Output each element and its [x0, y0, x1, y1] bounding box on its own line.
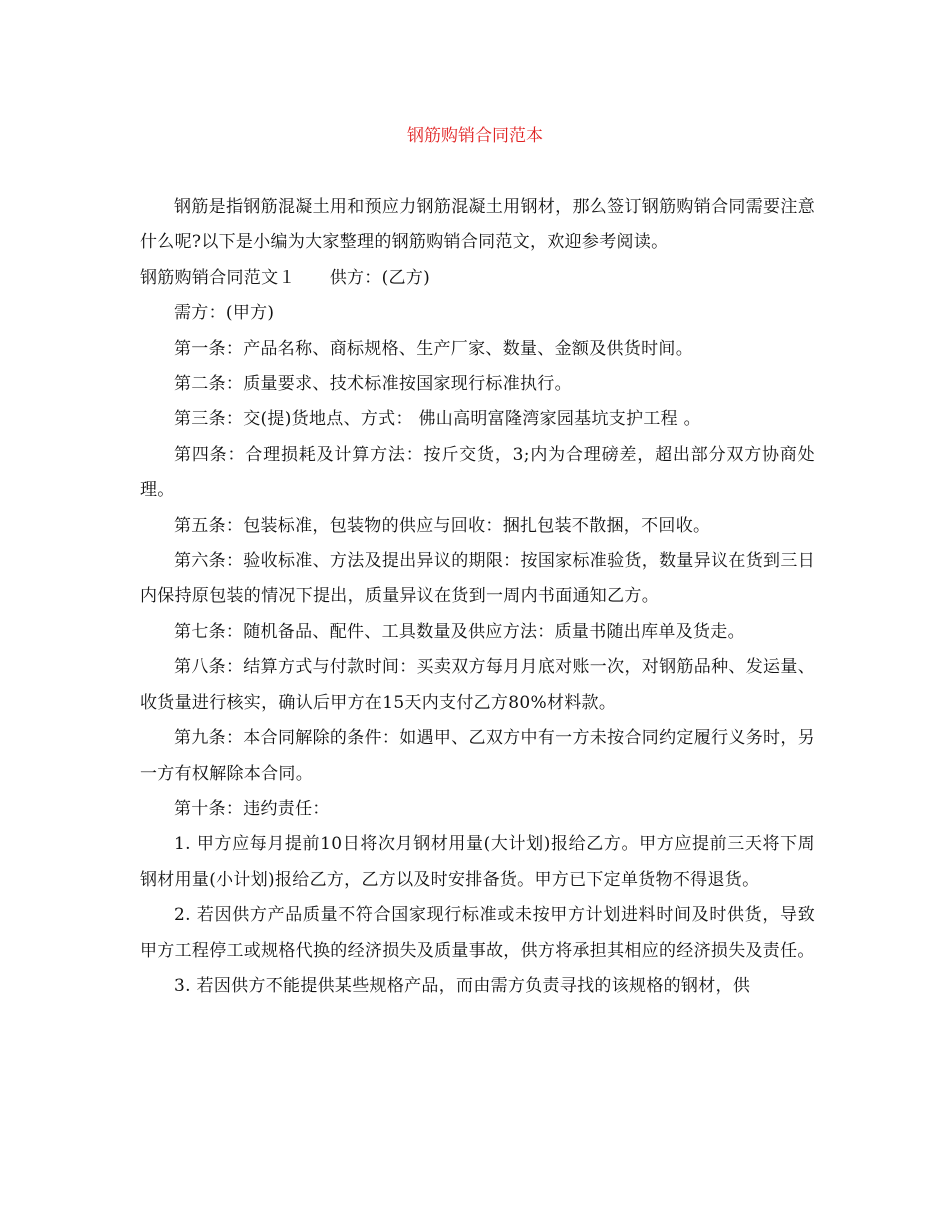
intro-paragraph: 钢筋是指钢筋混凝土用和预应力钢筋混凝土用钢材，那么签订钢筋购销合同需要注意什么呢?以下是小编为大家整理的钢筋购销合同范文，欢迎参考阅读。: [140, 197, 815, 253]
clause-2: 第二条：质量要求、技术标准按国家现行标准执行。: [174, 374, 572, 395]
clause-3: 第三条：交(提)货地点、方式： 佛山高明富隆湾家园基坑支护工程 。: [174, 409, 701, 430]
liability-item-1: 1. 甲方应每月提前10日将次月钢材用量(大计划)报给乙方。甲方应提前三天将下周钢材用量(小计划)报给乙方，乙方以及时安排备货。甲方已下定单货物不得退货。: [140, 834, 815, 890]
clause-10: 第十条：违约责任：: [174, 798, 330, 819]
clause-5: 第五条：包装标准，包装物的供应与回收：捆扎包装不散捆，不回收。: [174, 515, 711, 536]
clause-9: 第九条：本合同解除的条件：如遇甲、乙双方中有一方未按合同约定履行义务时，另一方有权解除本合同。: [140, 728, 815, 784]
supplier-label: 供方：(乙方): [329, 267, 431, 288]
sample-heading: 钢筋购销合同范文１: [140, 267, 296, 288]
clause-4: 第四条：合理损耗及计算方法：按斤交货，3;内为合理磅差，超出部分双方协商处理。: [140, 444, 815, 501]
liability-item-3: 3. 若因供方不能提供某些规格产品，而由需方负责寻找的该规格的钢材，供: [174, 975, 751, 996]
document-title: 钢筋购销合同范本: [407, 126, 543, 146]
buyer-label: 需方：(甲方): [174, 303, 275, 324]
clause-7: 第七条：随机备品、配件、工具数量及供应方法：质量书随出库单及货走。: [174, 621, 745, 642]
sample-heading-line: [140, 261, 815, 296]
clause-6: 第六条：验收标准、方法及提出异议的期限：按国家标准验货，数量异议在货到三日内保持原包装的情况下提出，质量异议在货到一周内书面通知乙方。: [140, 551, 815, 607]
liability-item-2: 2. 若因供方产品质量不符合国家现行标准或未按甲方计划进料时间及时供货，导致甲方工程停工或规格代换的经济损失及质量事故，供方将承担其相应的经济损失及责任。: [140, 905, 815, 961]
document-body: [140, 190, 815, 1004]
clause-8: 第八条：结算方式与付款时间：买卖双方每月月底对账一次，对钢筋品种、发运量、收货量进行核实，确认后甲方在15天内支付乙方80%材料款。: [140, 657, 815, 713]
clause-1: 第一条：产品名称、商标规格、生产厂家、数量、金额及供货时间。: [174, 338, 693, 359]
